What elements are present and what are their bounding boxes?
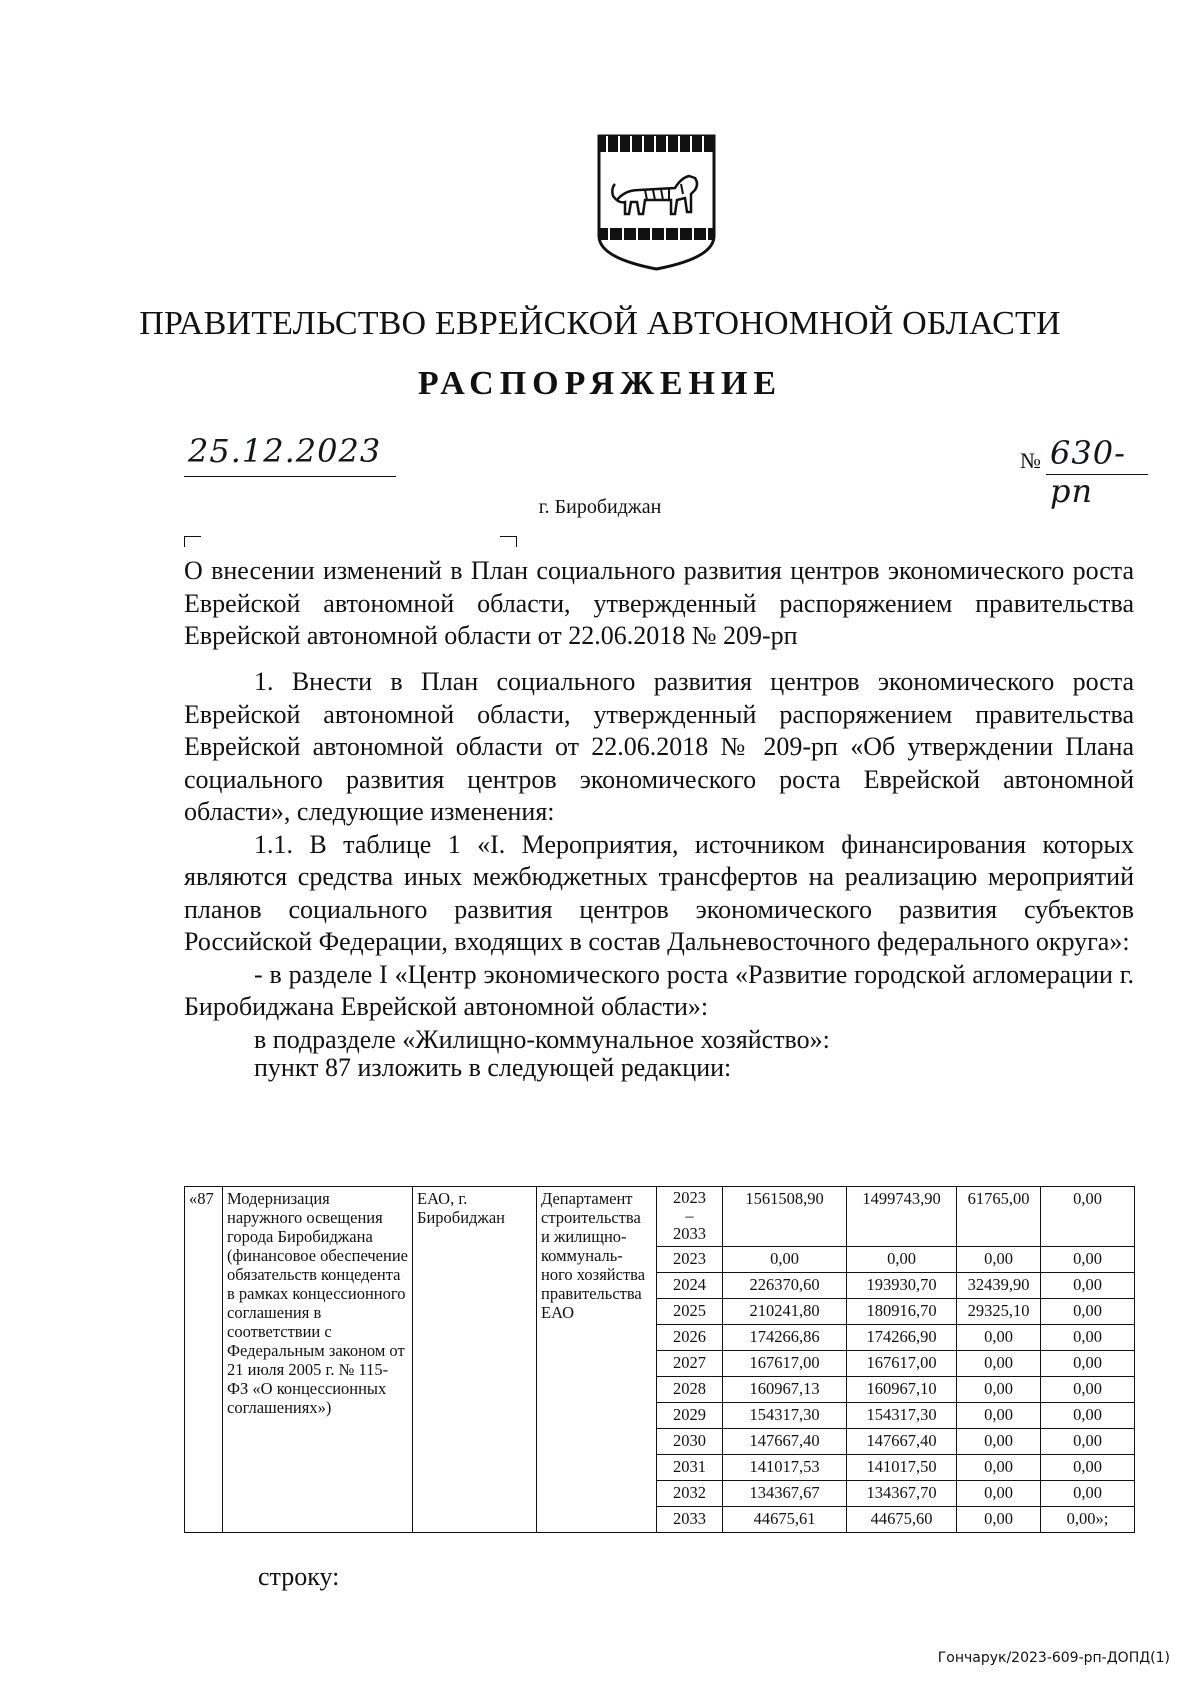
value-c2-cell: 160967,10 <box>847 1377 957 1403</box>
year-cell: 2033 <box>657 1507 723 1533</box>
year-cell: 2024 <box>657 1273 723 1299</box>
value-c4-cell: 0,00»; <box>1041 1507 1135 1533</box>
organization-title: ПРАВИТЕЛЬСТВО ЕВРЕЙСКОЙ АВТОНОМНОЙ ОБЛАСТИ <box>139 305 1061 342</box>
value-c4-cell: 0,00 <box>1041 1481 1135 1507</box>
value-c3-cell: 32439,90 <box>957 1273 1041 1299</box>
value-c4-cell: 0,00 <box>1041 1325 1135 1351</box>
value-c3-cell: 0,00 <box>957 1507 1041 1533</box>
value-c1-cell: 147667,40 <box>723 1429 847 1455</box>
subject: О внесении изменений в План социального развития центров экономического роста Еврейской автономной области, утвержденный распоряжением правительства Еврейской автономной области от 22.06.2018 № 209-рп <box>184 556 1134 650</box>
value-c2-cell: 193930,70 <box>847 1273 957 1299</box>
year-cell: 2023 <box>657 1247 723 1273</box>
value-c1-cell: 160967,13 <box>723 1377 847 1403</box>
location-cell: ЕАО, г. Биробиджан <box>413 1187 537 1533</box>
value-c4-cell: 0,00 <box>1041 1429 1135 1455</box>
value-c4-cell: 0,00 <box>1041 1455 1135 1481</box>
value-c2-cell: 147667,40 <box>847 1429 957 1455</box>
value-c1-cell: 167617,00 <box>723 1351 847 1377</box>
year-cell: 2031 <box>657 1455 723 1481</box>
value-c3-cell: 0,00 <box>957 1247 1041 1273</box>
value-c3-cell: 0,00 <box>957 1403 1041 1429</box>
total-c4-cell: 0,00 <box>1041 1187 1135 1247</box>
value-c2-cell: 44675,60 <box>847 1507 957 1533</box>
value-c1-cell: 210241,80 <box>723 1299 847 1325</box>
total-c2-cell: 1499743,90 <box>847 1187 957 1247</box>
corner-mark-left <box>184 536 201 547</box>
footer-reference: Гончарук/2023-609-рп-ДОПД(1) <box>937 1650 1170 1666</box>
document-number <box>1020 434 1150 510</box>
tail-text: строку: <box>258 1562 340 1591</box>
year-cell: 2029 <box>657 1403 723 1429</box>
value-c4-cell: 0,00 <box>1041 1247 1135 1273</box>
table-row <box>185 1187 1135 1247</box>
value-c1-cell: 134367,67 <box>723 1481 847 1507</box>
paragraph-subsection: в подразделе «Жилищно-коммунальное хозяйство»: <box>254 1024 830 1054</box>
value-c3-cell: 0,00 <box>957 1481 1041 1507</box>
paragraph-item: пункт 87 изложить в следующей редакции: <box>254 1053 732 1082</box>
value-c2-cell: 167617,00 <box>847 1351 957 1377</box>
total-c3-cell: 61765,00 <box>957 1187 1041 1247</box>
value-c1-cell: 0,00 <box>723 1247 847 1273</box>
description-cell: Модернизация наружного освещения города Биробиджана (финансовое обеспечение обязательств концедента в рамках концессионного соглашения в соответствии с Федеральным законом от 21 июля 2005 г. № 115-ФЗ «О концессионных соглашениях») <box>223 1187 413 1533</box>
paragraph-1-1: 1.1. В таблице 1 «I. Мероприятия, источником финансирования которых являются средства иных межбюджетных трансфертов на реализацию мероприятий планов социального развития центров экономического развития субъектов Российской Федерации, входящих в состав Дальневосточного федерального округа»: <box>184 829 1134 956</box>
value-c1-cell: 226370,60 <box>723 1273 847 1299</box>
number-sign: № <box>1020 448 1041 473</box>
value-c1-cell: 174266,86 <box>723 1325 847 1351</box>
value-c4-cell: 0,00 <box>1041 1299 1135 1325</box>
coat-of-arms-tiger-icon <box>595 132 718 272</box>
financing-table <box>184 1186 1134 1533</box>
handwritten-date: 25.12.2023 <box>188 432 382 470</box>
total-c1-cell: 1561508,90 <box>723 1187 847 1247</box>
paragraph-1: 1. Внести в План социального развития центров экономического роста Еврейской автономной области, утвержденный распоряжением правительства Еврейской автономной области от 22.06.2018 № 209-рп «Об утверждении Плана социального развития центров экономического роста Еврейской автономной области», следующие изменения: <box>184 667 1134 826</box>
paragraph-section: - в разделе I «Центр экономического роста «Развитие городской агломерации г. Биробиджана Еврейской автономной области»: <box>184 959 1134 1021</box>
value-c1-cell: 44675,61 <box>723 1507 847 1533</box>
value-c2-cell: 180916,70 <box>847 1299 957 1325</box>
period-end: 2033 <box>673 1224 706 1243</box>
city: г. Биробиджан <box>538 496 662 518</box>
handwritten-number: 630-рп <box>1050 434 1126 510</box>
value-c3-cell: 0,00 <box>957 1325 1041 1351</box>
year-cell: 2030 <box>657 1429 723 1455</box>
value-c2-cell: 141017,50 <box>847 1455 957 1481</box>
corner-mark-right <box>500 536 517 547</box>
value-c4-cell: 0,00 <box>1041 1351 1135 1377</box>
value-c4-cell: 0,00 <box>1041 1377 1135 1403</box>
year-cell: 2028 <box>657 1377 723 1403</box>
period-start: 2023 <box>673 1188 706 1207</box>
year-cell: 2027 <box>657 1351 723 1377</box>
document-date <box>184 432 396 477</box>
value-c3-cell: 0,00 <box>957 1377 1041 1403</box>
value-c2-cell: 0,00 <box>847 1247 957 1273</box>
value-c4-cell: 0,00 <box>1041 1273 1135 1299</box>
responsible-cell: Департамент строительства и жилищно-коммуналь-ного хозяйства правительства ЕАО <box>537 1187 657 1533</box>
body <box>184 666 1134 1080</box>
year-cell: 2025 <box>657 1299 723 1325</box>
period-cell <box>657 1187 723 1247</box>
value-c1-cell: 141017,53 <box>723 1455 847 1481</box>
value-c2-cell: 134367,70 <box>847 1481 957 1507</box>
value-c2-cell: 174266,90 <box>847 1325 957 1351</box>
value-c1-cell: 154317,30 <box>723 1403 847 1429</box>
value-c2-cell: 154317,30 <box>847 1403 957 1429</box>
value-c3-cell: 29325,10 <box>957 1299 1041 1325</box>
document-type: РАСПОРЯЖЕНИЕ <box>417 365 783 402</box>
year-cell: 2032 <box>657 1481 723 1507</box>
item-number-cell: «87 <box>185 1187 223 1533</box>
year-cell: 2026 <box>657 1325 723 1351</box>
value-c3-cell: 0,00 <box>957 1429 1041 1455</box>
value-c3-cell: 0,00 <box>957 1351 1041 1377</box>
value-c3-cell: 0,00 <box>957 1455 1041 1481</box>
period-dash: – <box>685 1206 694 1225</box>
value-c4-cell: 0,00 <box>1041 1403 1135 1429</box>
